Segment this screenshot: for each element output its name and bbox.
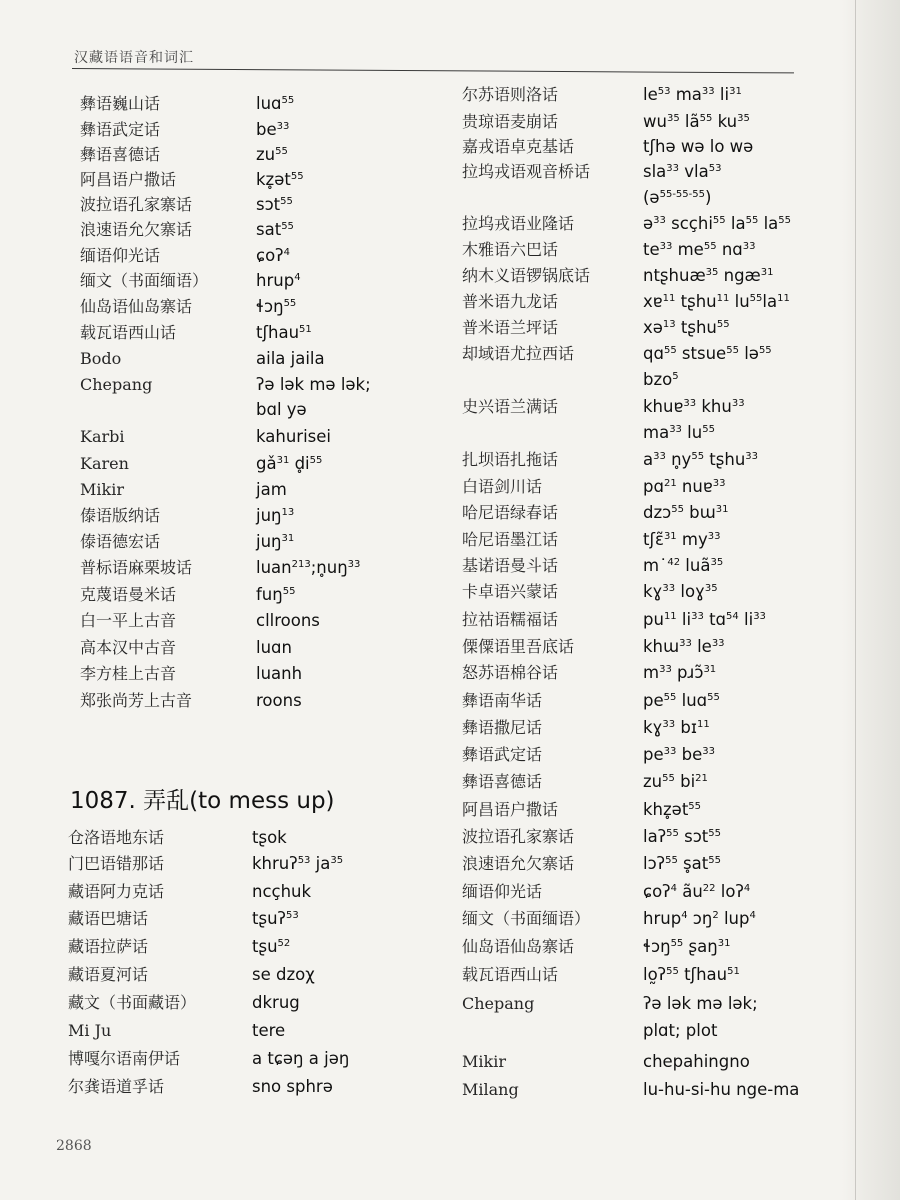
dialect-name: 高本汉中古音 bbox=[80, 638, 177, 657]
phonetic-form: juŋ$^{31}$ bbox=[256, 532, 295, 551]
phonetic-form: pɑ$^{21}$ nuɐ$^{33}$ bbox=[643, 477, 726, 496]
phonetic-form: roons bbox=[256, 691, 302, 710]
phonetic-form: se dzoχ bbox=[252, 965, 315, 984]
phonetic-form: ncçhuk bbox=[252, 882, 312, 901]
phonetic-form: ʔə lək mə lək; bbox=[643, 994, 758, 1013]
dialect-name: 尔龚语道孚话 bbox=[68, 1077, 165, 1096]
phonetic-form: $te^{33}$ $me^{55}$ nɑ$^{33}$ bbox=[643, 240, 756, 259]
dialect-name: 李方桂上古音 bbox=[80, 664, 177, 683]
dialect-name: 扎坝语扎拖话 bbox=[462, 450, 559, 469]
phonetic-form: sat$^{55}$ bbox=[256, 220, 294, 239]
phonetic-form: xə$^{13}$ tʂhu$^{55}$ bbox=[643, 318, 730, 337]
dialect-name: 藏语巴塘话 bbox=[68, 909, 149, 928]
dialect-name: 卡卓语兴蒙话 bbox=[462, 582, 559, 601]
phonetic-form: plɑt; plot bbox=[643, 1021, 718, 1040]
phonetic-form: $wu^{35}$ $lã^{55}$ $ku^{35}$ bbox=[643, 112, 750, 131]
dialect-name: 木雅语六巴话 bbox=[462, 240, 559, 259]
phonetic-form: hrup$^4$ bbox=[256, 271, 301, 290]
dialect-name: 彝语撒尼话 bbox=[462, 718, 543, 737]
running-header: 汉藏语语音和词汇 bbox=[74, 50, 194, 66]
dialect-name: 彝语南华话 bbox=[462, 691, 543, 710]
phonetic-form: tʂu$^{52}$ bbox=[252, 937, 291, 956]
phonetic-form: ntʂhuæ$^{35}$ ngæ$^{31}$ bbox=[643, 266, 774, 285]
phonetic-form: dzɔ$^{55}$ bɯ$^{31}$ bbox=[643, 503, 729, 522]
phonetic-form: a tɕəŋ a jəŋ bbox=[252, 1049, 350, 1068]
phonetic-form: laʔ$^{55}$ sɔt$^{55}$ bbox=[643, 827, 721, 846]
dialect-name: 藏文（书面藏语） bbox=[68, 993, 197, 1012]
phonetic-form: khuɐ$^{33}$ khu$^{33}$ bbox=[643, 397, 745, 416]
dialect-name: 拉祜语糯福话 bbox=[462, 610, 559, 629]
phonetic-form: ə$^{33}$ scçhi$^{55}$ $la^{55}$ $la^{55}$ bbox=[643, 214, 792, 233]
dialect-name: 载瓦语西山话 bbox=[462, 965, 559, 984]
phonetic-form: chepahingno bbox=[643, 1052, 750, 1071]
dialect-name: 彝语武定话 bbox=[462, 745, 543, 764]
phonetic-form: lu-hu-si-hu nge-ma bbox=[643, 1080, 800, 1099]
dialect-name: 拉坞戎语观音桥话 bbox=[462, 162, 591, 181]
phonetic-form: tʃhə wə lo wə bbox=[643, 137, 754, 156]
phonetic-form: (ə$^{55-55-55}$) bbox=[643, 188, 712, 207]
page-edge bbox=[842, 0, 900, 1200]
phonetic-form: bzo$^5$ bbox=[643, 370, 679, 389]
phonetic-form: lɔʔ$^{55}$ $s̥at^{55}$ bbox=[643, 854, 721, 873]
dialect-name: 藏语阿力克话 bbox=[68, 882, 165, 901]
phonetic-form: tʃhau$^{51}$ bbox=[256, 323, 312, 342]
dialect-name: 仙岛语仙岛寨话 bbox=[80, 297, 193, 316]
phonetic-form: jam bbox=[256, 480, 287, 499]
dialect-name: Karbi bbox=[80, 427, 125, 446]
phonetic-form: $pe^{33}$ $be^{33}$ bbox=[643, 745, 715, 764]
dialect-name: 缅文（书面缅语） bbox=[80, 271, 209, 290]
phonetic-form: luanh bbox=[256, 664, 303, 683]
dialect-name: Chepang bbox=[80, 375, 153, 394]
phonetic-form: bɑl yə bbox=[256, 400, 307, 419]
phonetic-form: kz̥ət$^{55}$ bbox=[256, 170, 304, 189]
dialect-name: 缅文（书面缅语） bbox=[462, 909, 591, 928]
phonetic-form: juŋ$^{13}$ bbox=[256, 506, 295, 525]
dialect-name: 傈僳语里吾底话 bbox=[462, 637, 575, 656]
dialect-name: 浪速语允欠寨话 bbox=[462, 854, 575, 873]
phonetic-form: kɣ$^{33}$ loɣ$^{35}$ bbox=[643, 582, 718, 601]
dialect-name: 博嘎尔语南伊话 bbox=[68, 1049, 181, 1068]
dialect-name: 彝语喜德话 bbox=[80, 145, 161, 164]
phonetic-form: m˙$^{42}$ luã$^{35}$ bbox=[643, 556, 724, 575]
phonetic-form: hrup$^4$ ɔŋ$^2$ lup$^4$ bbox=[643, 909, 756, 928]
dialect-name: 克蔑语曼米话 bbox=[80, 585, 177, 604]
phonetic-form: luɑ$^{55}$ bbox=[256, 94, 295, 113]
phonetic-form: $gǎ^{31}$ $d̥i^{55}$ bbox=[256, 454, 323, 473]
phonetic-form: luɑn bbox=[256, 638, 292, 657]
dialect-name: 傣语德宏话 bbox=[80, 532, 161, 551]
phonetic-form: $be^{33}$ bbox=[256, 120, 290, 139]
dialect-name: 纳木义语锣锅底话 bbox=[462, 266, 591, 285]
section-number: 1087. bbox=[70, 788, 136, 814]
phonetic-form: khruʔ$^{53}$ $ja^{35}$ bbox=[252, 854, 344, 873]
dialect-name: 基诺语曼斗话 bbox=[462, 556, 559, 575]
dialect-name: 阿昌语户撒话 bbox=[462, 800, 559, 819]
dialect-name: 门巴语错那话 bbox=[68, 854, 165, 873]
dialect-name: 缅语仰光话 bbox=[462, 882, 543, 901]
phonetic-form: khz̥ət$^{55}$ bbox=[643, 800, 702, 819]
phonetic-form: khɯ$^{33}$ $le^{33}$ bbox=[643, 637, 725, 656]
dialect-name: 普米语兰坪话 bbox=[462, 318, 559, 337]
header-rule bbox=[72, 68, 794, 73]
phonetic-form: tʂok bbox=[252, 828, 287, 847]
dialect-name: Mikir bbox=[462, 1052, 506, 1071]
phonetic-form: $pu^{11}$ $li^{33}$ tɑ$^{54}$ $li^{33}$ bbox=[643, 610, 766, 629]
phonetic-form: xɐ$^{11}$ tʂhu$^{11}$ $lu^{55}la^{11}$ bbox=[643, 292, 790, 311]
dialect-name: 哈尼语绿春话 bbox=[462, 503, 559, 522]
phonetic-form: sɔt$^{55}$ bbox=[256, 195, 293, 214]
dialect-name: 波拉语孔家寨话 bbox=[462, 827, 575, 846]
dialect-name: 阿昌语户撒话 bbox=[80, 170, 177, 189]
phonetic-form: sla$^{33}$ vla$^{53}$ bbox=[643, 162, 722, 181]
phonetic-form: lo̰ʔ$^{55}$ tʃhau$^{51}$ bbox=[643, 965, 740, 984]
dialect-name: Milang bbox=[462, 1080, 519, 1099]
phonetic-form: ɬɔŋ$^{55}$ bbox=[256, 297, 297, 316]
dialect-name: Mi Ju bbox=[68, 1021, 112, 1040]
page-number: 2868 bbox=[56, 1138, 92, 1154]
phonetic-form: qɑ$^{55}$ stsue$^{55}$ lə$^{55}$ bbox=[643, 344, 772, 363]
phonetic-form: tʃɛ̃$^{31}$ $my^{33}$ bbox=[643, 530, 721, 549]
phonetic-form: ɬɔŋ$^{55}$ ʂaŋ$^{31}$ bbox=[643, 937, 731, 956]
dialect-name: 史兴语兰满话 bbox=[462, 397, 559, 416]
dialect-name: 彝语巍山话 bbox=[80, 94, 161, 113]
dialect-name: 尔苏语则洛话 bbox=[462, 85, 559, 104]
dialect-name: 彝语武定话 bbox=[80, 120, 161, 139]
dialect-name: 载瓦语西山话 bbox=[80, 323, 177, 342]
phonetic-form: ɕoʔ$^4$ bbox=[256, 246, 290, 265]
dialect-name: Karen bbox=[80, 454, 129, 473]
phonetic-form: sno sphrə bbox=[252, 1077, 333, 1096]
dialect-name: 拉坞戎语业隆话 bbox=[462, 214, 575, 233]
dialect-name: 藏语夏河话 bbox=[68, 965, 149, 984]
dialect-name: 波拉语孔家寨话 bbox=[80, 195, 193, 214]
dialect-name: 仓洛语地东话 bbox=[68, 828, 165, 847]
dialect-name: Bodo bbox=[80, 349, 122, 368]
phonetic-form: $zu^{55}$ bbox=[256, 145, 288, 164]
dialect-name: 怒苏语棉谷话 bbox=[462, 663, 559, 682]
dialect-name: 仙岛语仙岛寨话 bbox=[462, 937, 575, 956]
phonetic-form: cllroons bbox=[256, 611, 320, 630]
dialect-name: 傣语版纳话 bbox=[80, 506, 161, 525]
section-title: 弄乱(to mess up) bbox=[143, 788, 335, 814]
section-heading bbox=[70, 782, 335, 815]
dialect-name: 浪速语允欠寨话 bbox=[80, 220, 193, 239]
phonetic-form: tere bbox=[252, 1021, 286, 1040]
dialect-name: 缅语仰光话 bbox=[80, 246, 161, 265]
phonetic-form: tʂuʔ$^{53}$ bbox=[252, 909, 299, 928]
dialect-name: 贵琼语麦崩话 bbox=[462, 112, 559, 131]
dialect-name: Mikir bbox=[80, 480, 124, 499]
dialect-name: 却域语尤拉西话 bbox=[462, 344, 575, 363]
phonetic-form: $zu^{55}$ $bi^{21}$ bbox=[643, 772, 708, 791]
dialect-name: Chepang bbox=[462, 994, 535, 1013]
phonetic-form: ʔə lək mə lək; bbox=[256, 375, 371, 394]
dialect-name: 藏语拉萨话 bbox=[68, 937, 149, 956]
page-edge-line bbox=[855, 0, 856, 1200]
phonetic-form: ɕoʔ$^4$ $ãu^{22}$ loʔ$^4$ bbox=[643, 882, 751, 901]
phonetic-form: $le^{53}$ $ma^{33}$ $li^{31}$ bbox=[643, 85, 742, 104]
phonetic-form: $a^{33}$ $n̥y^{55}$ tʂhu$^{33}$ bbox=[643, 450, 759, 469]
dialect-name: 嘉戎语卓克基话 bbox=[462, 137, 575, 156]
dialect-name: 哈尼语墨江话 bbox=[462, 530, 559, 549]
dialect-name: 彝语喜德话 bbox=[462, 772, 543, 791]
dialect-name: 白一平上古音 bbox=[80, 611, 177, 630]
dialect-name: 郑张尚芳上古音 bbox=[80, 691, 193, 710]
phonetic-form: dkrug bbox=[252, 993, 300, 1012]
phonetic-form: kahurisei bbox=[256, 427, 331, 446]
phonetic-form: kɣ$^{33}$ bɪ$^{11}$ bbox=[643, 718, 710, 737]
dialect-name: 普标语麻栗坡话 bbox=[80, 558, 193, 577]
phonetic-form: aila jaila bbox=[256, 349, 325, 368]
phonetic-form: $pe^{55}$ luɑ$^{55}$ bbox=[643, 691, 720, 710]
phonetic-form: fuŋ$^{55}$ bbox=[256, 585, 296, 604]
dialect-name: 白语剑川话 bbox=[462, 477, 543, 496]
phonetic-form: $ma^{33}$ $lu^{55}$ bbox=[643, 423, 715, 442]
phonetic-form: $luan^{213};n̥uŋ^{33}$ bbox=[256, 558, 361, 577]
phonetic-form: $m^{33}$ pɹɔ̃$^{31}$ bbox=[643, 663, 717, 682]
dialect-name: 普米语九龙话 bbox=[462, 292, 559, 311]
